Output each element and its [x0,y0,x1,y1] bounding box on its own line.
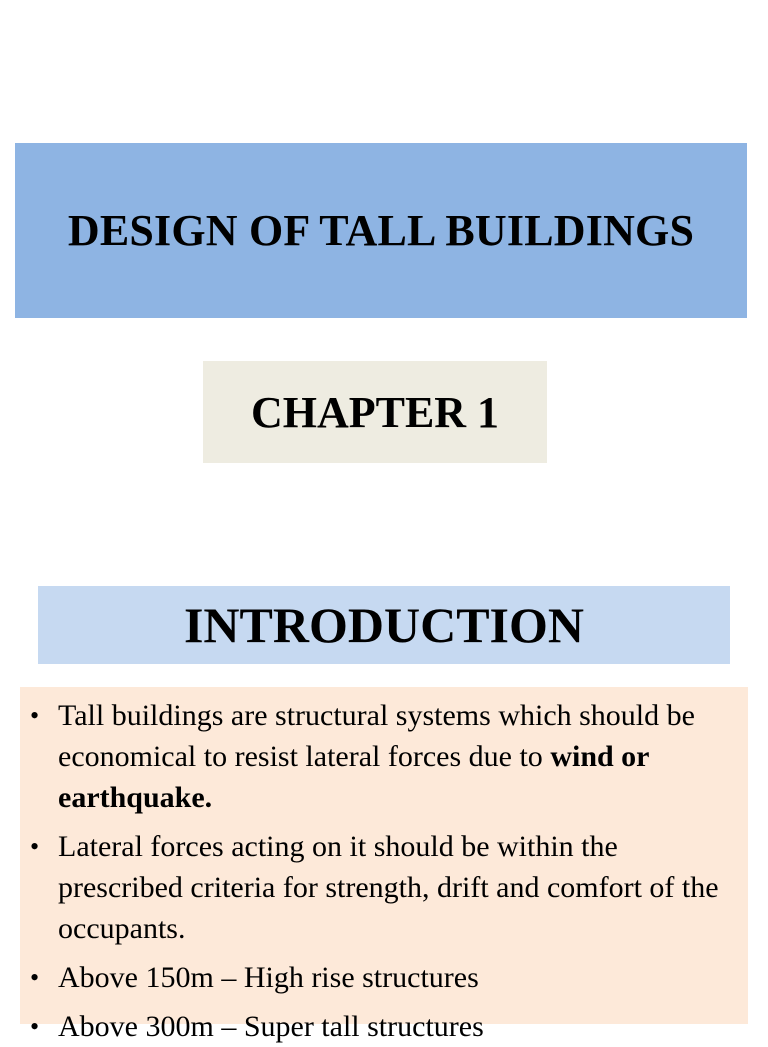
chapter-banner [203,361,547,463]
bullet-text: Lateral forces acting on it should be within the prescribed criteria for strength, drift and comfort of the occupants. [58,830,719,945]
chapter-label: CHAPTER 1 [250,387,500,437]
section-heading-banner [38,586,730,664]
bullet-text: Above 150m – High rise structures [58,961,479,994]
bullet-bold-text: wind or earthquake. [58,740,649,814]
bullet-icon: • [30,701,40,730]
bullet-list [20,687,748,1047]
bullet-icon: • [30,832,40,861]
section-heading: INTRODUCTION [183,597,585,653]
bullet-item [20,826,748,949]
bullet-item [20,957,748,998]
bullet-text: Above 300m – Super tall structures [58,1010,484,1043]
slide-title: DESIGN OF TALL BUILDINGS [67,206,695,255]
bullet-icon: • [30,1012,40,1041]
title-banner [15,143,747,318]
bullet-item [20,695,748,818]
bullet-icon: • [30,963,40,992]
bullet-text: Tall buildings are structural systems which should be economical to resist lateral forces due to [58,699,695,773]
content-panel [20,687,748,1043]
bullet-item [20,1006,748,1047]
